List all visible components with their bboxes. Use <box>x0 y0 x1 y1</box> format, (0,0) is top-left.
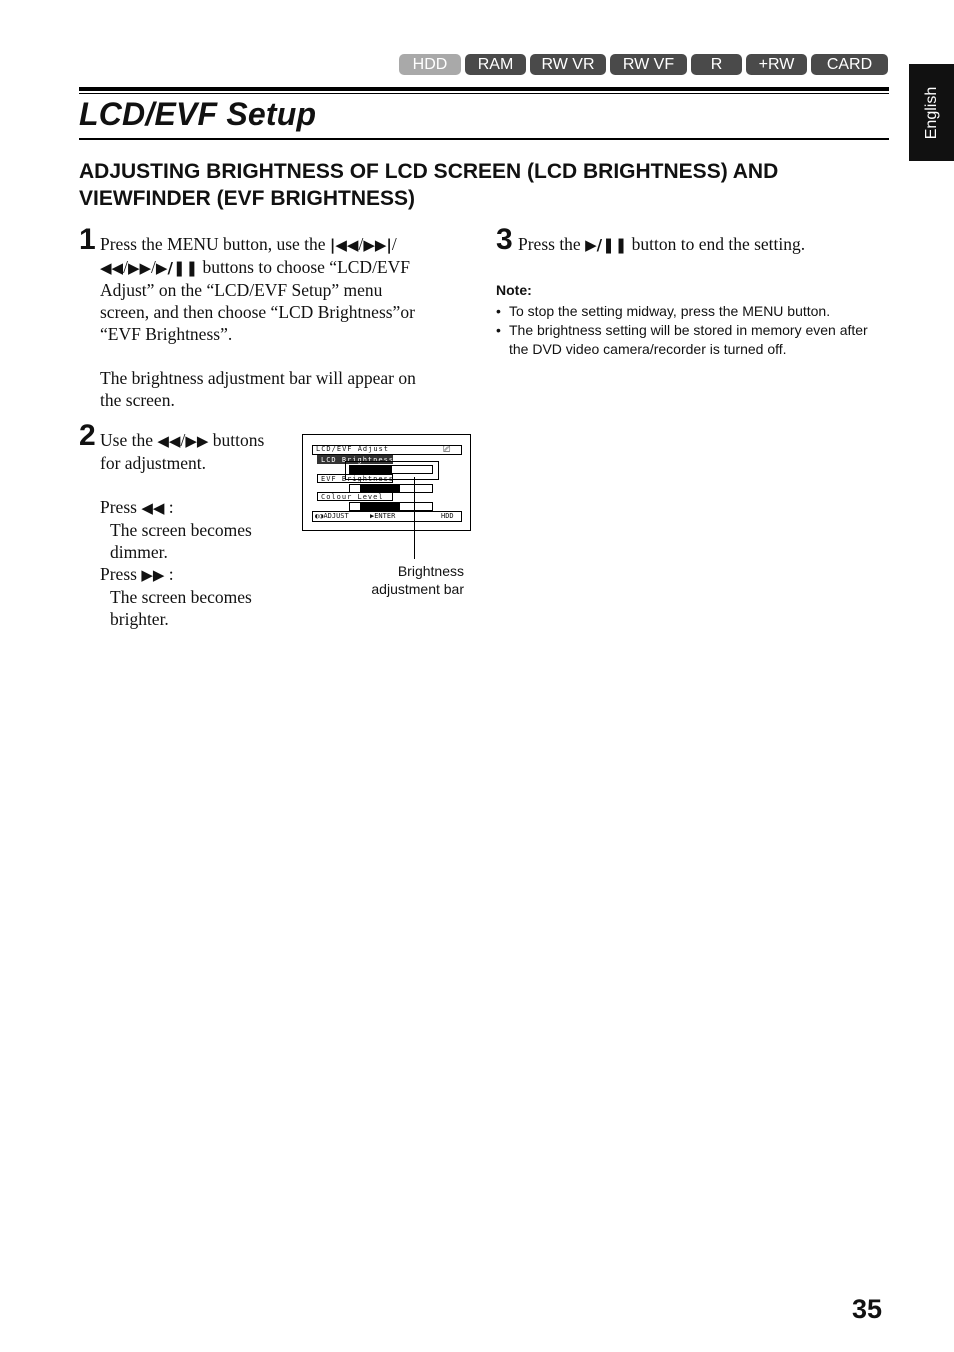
step2-text: Use the ◀◀/▶▶ buttons for adjustment. Press ◀◀ : The screen becomes dimmer. Press ▶▶ : The screen becomes brighter. <box>100 429 300 630</box>
rewind-icon: ◀◀ <box>100 259 124 277</box>
step3-post: button to end the setting. <box>631 234 806 254</box>
note-item-2: • The brightness setting will be stored in memory even after the DVD video camera/recorder is turned off. <box>496 321 888 359</box>
lcd-screen-illustration <box>302 434 471 531</box>
title-rule-top <box>79 87 889 91</box>
play-pause-icon: ▶/❚❚ <box>155 259 199 277</box>
step3-pre: Press the <box>518 234 581 254</box>
page-number: 35 <box>852 1294 883 1324</box>
step1-para2-line2: the screen. <box>100 390 175 410</box>
lcd-row1: LCD Brightness <box>321 456 395 464</box>
note-block <box>496 282 888 359</box>
step1-line1: Press the MENU button, use the <box>100 234 326 254</box>
step2-number: 2 <box>79 419 96 452</box>
evf-brightness-fill <box>360 485 400 492</box>
step1-line5: “EVF Brightness”. <box>100 324 233 344</box>
press-label-rewind: Press <box>100 497 137 517</box>
step1-para2-line1: The brightness adjustment bar will appear on <box>100 368 416 388</box>
note-item-1: • To stop the setting midway, press the MENU button. <box>496 302 888 321</box>
media-tab-plus-rw: +RW <box>746 54 807 75</box>
section-heading <box>79 158 879 212</box>
lcd-row2: EVF Brightness <box>321 475 395 483</box>
language-side-tab <box>909 64 954 161</box>
play-pause-icon: ▶/❚❚ <box>585 236 628 254</box>
step3-text <box>518 233 805 256</box>
section-heading-line1: ADJUSTING BRIGHTNESS OF LCD SCREEN (LCD BRIGHTNESS) AND <box>79 160 779 183</box>
brighter-line1: The screen becomes <box>110 587 252 607</box>
callout-box <box>345 461 439 480</box>
fast-forward-icon: ▶▶ <box>185 432 209 450</box>
step1-line3: Adjust” on the “LCD/EVF Setup” menu <box>100 280 383 300</box>
fast-forward-icon: ▶▶ <box>141 566 165 584</box>
rewind-icon: ◀◀ <box>157 432 181 450</box>
lcd-footer-mode: HDD <box>441 512 454 520</box>
title-rule-top-thin <box>79 93 889 94</box>
title-rule-bottom <box>79 138 889 140</box>
note-title: Note: <box>496 282 532 298</box>
skip-forward-icon: ▶▶| <box>363 236 392 254</box>
fast-forward-icon: ▶▶ <box>127 259 152 277</box>
callout-line1: Brightness <box>397 563 464 579</box>
step1-line2: buttons to choose “LCD/EVF <box>202 257 410 277</box>
media-tab-hdd: HDD <box>399 54 461 75</box>
media-tab-rw-vr: RW VR <box>530 54 606 75</box>
lcd-footer-adjust: ◐◑ADJUST <box>315 512 349 520</box>
press-colon-ff: : <box>168 564 174 584</box>
step2-line1-pre: Use the <box>100 430 153 450</box>
step1-text: Press the MENU button, use the |◀◀/▶▶|/ ◀◀/▶▶/▶/❚❚ buttons to choose “LCD/EVF Adjust” on the “LCD/EVF Setup” menu screen, and then choose “LCD Brightness”or “EVF Brightness”. The brightness adjustment bar will appear on the screen. <box>100 233 470 411</box>
page-title: LCD/EVF Setup <box>79 96 317 132</box>
lcd-row3: Colour Level <box>321 493 384 501</box>
brighter-line2: brighter. <box>110 609 169 629</box>
dimmer-line2: dimmer. <box>110 542 168 562</box>
press-label-ff: Press <box>100 564 137 584</box>
press-colon-rewind: : <box>168 497 174 517</box>
callout-line <box>414 477 415 559</box>
media-tab-card: CARD <box>811 54 888 75</box>
rewind-icon: ◀◀ <box>141 499 165 517</box>
colour-level-fill <box>360 503 400 510</box>
step2-line2: for adjustment. <box>100 453 206 473</box>
step1-line4: screen, and then choose “LCD Brightness”or <box>100 302 415 322</box>
language-label: English <box>922 86 940 139</box>
camera-icon: ⎚ <box>443 444 451 454</box>
step2-line1-post: buttons <box>212 430 265 450</box>
lcd-header: LCD/EVF Adjust <box>316 445 390 453</box>
skip-back-icon: |◀◀ <box>329 236 359 254</box>
lcd-footer-enter: ▶ENTER <box>370 512 396 520</box>
media-tab-rw-vf: RW VF <box>610 54 687 75</box>
step3-number: 3 <box>496 223 513 256</box>
dimmer-line1: The screen becomes <box>110 520 252 540</box>
callout-label <box>350 562 464 598</box>
media-tabs <box>399 54 888 75</box>
section-heading-line2: VIEWFINDER (EVF BRIGHTNESS) <box>79 187 416 210</box>
colour-level-bar <box>349 502 433 511</box>
step1-number: 1 <box>79 223 96 256</box>
callout-line2: adjustment bar <box>371 581 464 597</box>
media-tab-r: R <box>691 54 742 75</box>
media-tab-ram: RAM <box>465 54 526 75</box>
